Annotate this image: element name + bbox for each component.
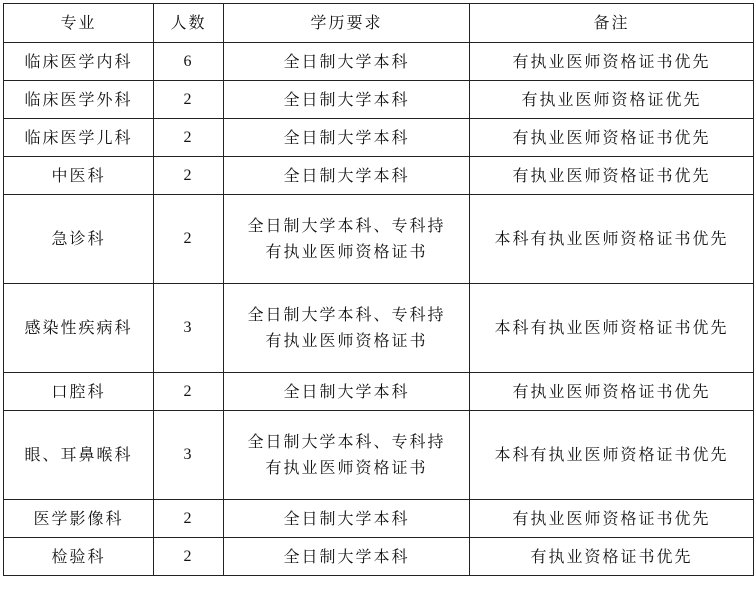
header-major: 专业 (4, 4, 154, 43)
major-cell: 急诊科 (4, 195, 154, 284)
count-cell: 6 (154, 43, 224, 81)
count-cell: 2 (154, 500, 224, 538)
table-row (4, 195, 754, 284)
major-cell: 感染性疾病科 (4, 284, 154, 373)
note-cell: 有执业医师资格证书优先 (470, 373, 754, 411)
major-cell: 检验科 (4, 538, 154, 576)
count-cell: 2 (154, 157, 224, 195)
table-row (4, 81, 754, 119)
note-cell: 有执业资格证书优先 (470, 538, 754, 576)
table-row (4, 411, 754, 500)
header-count: 人数 (154, 4, 224, 43)
education-line-2: 有执业医师资格证书 (265, 242, 428, 261)
note-cell: 有执业医师资格证优先 (470, 81, 754, 119)
education-line-2: 有执业医师资格证书 (265, 331, 428, 350)
note-cell: 本科有执业医师资格证书优先 (470, 411, 754, 500)
major-cell: 中医科 (4, 157, 154, 195)
note-cell: 本科有执业医师资格证书优先 (470, 284, 754, 373)
table-row (4, 119, 754, 157)
count-cell: 3 (154, 411, 224, 500)
education-line-1: 全日制大学本科、专科持 (247, 432, 446, 451)
header-note: 备注 (470, 4, 754, 43)
table-row (4, 538, 754, 576)
recruitment-table (3, 3, 754, 576)
major-cell: 眼、耳鼻喉科 (4, 411, 154, 500)
major-cell: 临床医学儿科 (4, 119, 154, 157)
note-cell: 本科有执业医师资格证书优先 (470, 195, 754, 284)
count-cell: 2 (154, 195, 224, 284)
education-cell (224, 411, 470, 500)
table-row (4, 43, 754, 81)
major-cell: 临床医学内科 (4, 43, 154, 81)
education-cell: 全日制大学本科 (224, 81, 470, 119)
count-cell: 2 (154, 81, 224, 119)
education-line-1: 全日制大学本科、专科持 (247, 305, 446, 324)
education-line-2: 有执业医师资格证书 (265, 458, 428, 477)
education-cell: 全日制大学本科 (224, 119, 470, 157)
count-cell: 2 (154, 373, 224, 411)
education-cell: 全日制大学本科 (224, 500, 470, 538)
major-cell: 医学影像科 (4, 500, 154, 538)
note-cell: 有执业医师资格证书优先 (470, 157, 754, 195)
count-cell: 2 (154, 119, 224, 157)
header-education: 学历要求 (224, 4, 470, 43)
education-cell: 全日制大学本科 (224, 43, 470, 81)
count-cell: 3 (154, 284, 224, 373)
table-row (4, 284, 754, 373)
major-cell: 口腔科 (4, 373, 154, 411)
education-cell (224, 195, 470, 284)
education-cell: 全日制大学本科 (224, 373, 470, 411)
note-cell: 有执业医师资格证书优先 (470, 119, 754, 157)
table-row (4, 373, 754, 411)
note-cell: 有执业医师资格证书优先 (470, 43, 754, 81)
education-cell: 全日制大学本科 (224, 538, 470, 576)
education-cell (224, 284, 470, 373)
education-line-1: 全日制大学本科、专科持 (247, 216, 446, 235)
count-cell: 2 (154, 538, 224, 576)
note-cell: 有执业医师资格证书优先 (470, 500, 754, 538)
major-cell: 临床医学外科 (4, 81, 154, 119)
education-cell: 全日制大学本科 (224, 157, 470, 195)
table-row (4, 157, 754, 195)
header-row (4, 4, 754, 43)
table-row (4, 500, 754, 538)
